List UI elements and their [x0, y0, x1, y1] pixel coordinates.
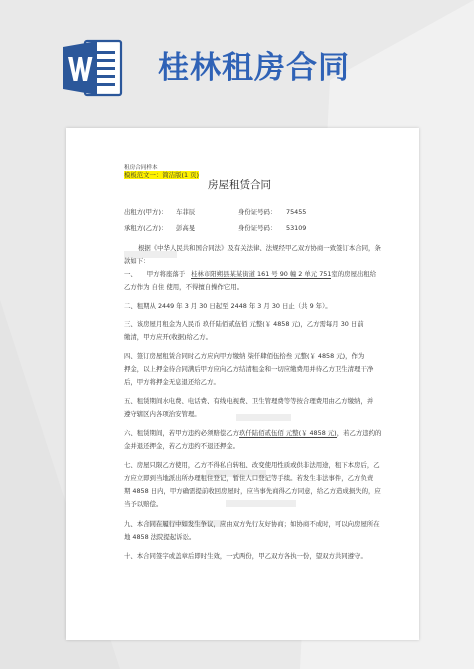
lessee-name: 彭高旻	[176, 224, 196, 232]
lessee-id-label: 身份证号码：	[238, 224, 277, 232]
clause-6-line-2: 金并退还押金，若乙方违约不退还押金。	[124, 442, 240, 450]
clause-7-line: 当予以赔偿。	[124, 500, 163, 508]
clause-6-lead: 六、租赁期间，若甲方违约必须赔偿乙方	[124, 429, 240, 437]
clause-10: 十、本合同签字或盖章后即时生效，一式两份，甲乙双方各执一份，望双方共同遵守。	[124, 552, 367, 560]
template-label-close: )	[196, 171, 200, 179]
preamble-line: 款如下：	[124, 257, 150, 265]
clause-9-line: 地 4858 法院提起诉讼。	[124, 533, 196, 541]
clause-1-line-2: 乙方作为 自住 使用，不得擅自操作它用。	[124, 283, 244, 291]
clause-4-line: 后，甲方将押金无息退还给乙方。	[124, 378, 220, 386]
lessor-name: 车菲辰	[176, 208, 196, 216]
clause-7-line: 方应立即到当地派出所办理租住登记，暂住人口登记等手续。若发生非法事件，乙方负责	[124, 474, 374, 482]
doc-title: 房屋租赁合同	[208, 179, 271, 191]
clause-1-num: 一、	[124, 270, 137, 278]
clause-4-line: 四、签订房屋租赁合同时乙方应向甲方缴纳 柒仟肆佰伍拾叁 元整(￥ 4858 元)，作为	[124, 352, 365, 360]
clause-1-lead: 甲方将座落于	[146, 270, 186, 278]
clause-4-line: 押金，以上押金待合同满后甲方应向乙方结清租金和一切应缴费用并待乙方卫生清理干净	[124, 365, 374, 373]
lessor-id-label: 身份证号码：	[238, 208, 277, 216]
clause-9-line: 九、本合同在履行中如发生争议，应由双方先行友好协商；如协商不成时，可以向房屋所在	[124, 520, 380, 528]
preamble-line: 根据《中华人民共和国合同法》及有关法律、法规经甲乙双方协商一致签订本合同，条	[138, 244, 381, 252]
lessee-label: 承租方(乙方)：	[124, 224, 168, 232]
clause-6-line	[124, 429, 381, 437]
document-page	[66, 128, 419, 640]
lessor-label: 出租方(甲方)：	[124, 208, 168, 216]
clause-5-line: 五、租赁期间水电费、电话费、有线电视费、卫生管理费等等按合理费用由乙方缴纳，并	[124, 397, 374, 405]
clause-7-line: 七、房屋只限乙方使用，乙方不得私自转租、改变使用性质或供非法用途，租下本房后，乙	[124, 461, 380, 469]
clause-3-line: 缴清，甲方应开(收据)给乙方。	[124, 333, 213, 341]
clause-6-tail: ，若乙方违约的	[336, 429, 382, 437]
template-label	[124, 171, 199, 179]
document-decoration	[66, 128, 419, 640]
clause-3-line: 三、该房屋月租金为人民币 玖仟陆佰贰伍佰 元整(￥ 4858 元)，乙方需每月 30 日前	[124, 320, 364, 328]
banner	[0, 0, 474, 125]
clause-1-line	[124, 270, 376, 278]
clause-2: 二、租期从 2449 年 3 月 30 日起至 2448 年 3 月 30 日止（共 9 年）。	[124, 302, 332, 310]
lessee-id: 53109	[286, 224, 307, 232]
banner-title: 桂林租房合同	[158, 50, 350, 86]
template-pages: 1 页	[184, 171, 197, 179]
clause-5-line: 遵守辖区内各项治安管理。	[124, 410, 201, 418]
word-icon	[63, 37, 123, 99]
clause-1-tail: 室的房屋出租给	[331, 270, 377, 278]
clause-6-amount: 玖仟陆佰贰伍佰 元整(￥ 4858 元)	[239, 429, 337, 437]
clause-1-address: 桂林市阳朔县某某街道 161 号 90 幢 2 单元 751	[191, 270, 332, 278]
lessor-id: 75455	[286, 208, 307, 216]
template-label-text: 模板范文一：简洁版(	[124, 171, 185, 179]
sample-label: 租房合同样本	[124, 165, 158, 171]
clause-7-line: 期 4858 日内，甲方确需提前收回房屋时，应当事先商得乙方同意，给乙方造成损失的，应	[124, 487, 381, 495]
